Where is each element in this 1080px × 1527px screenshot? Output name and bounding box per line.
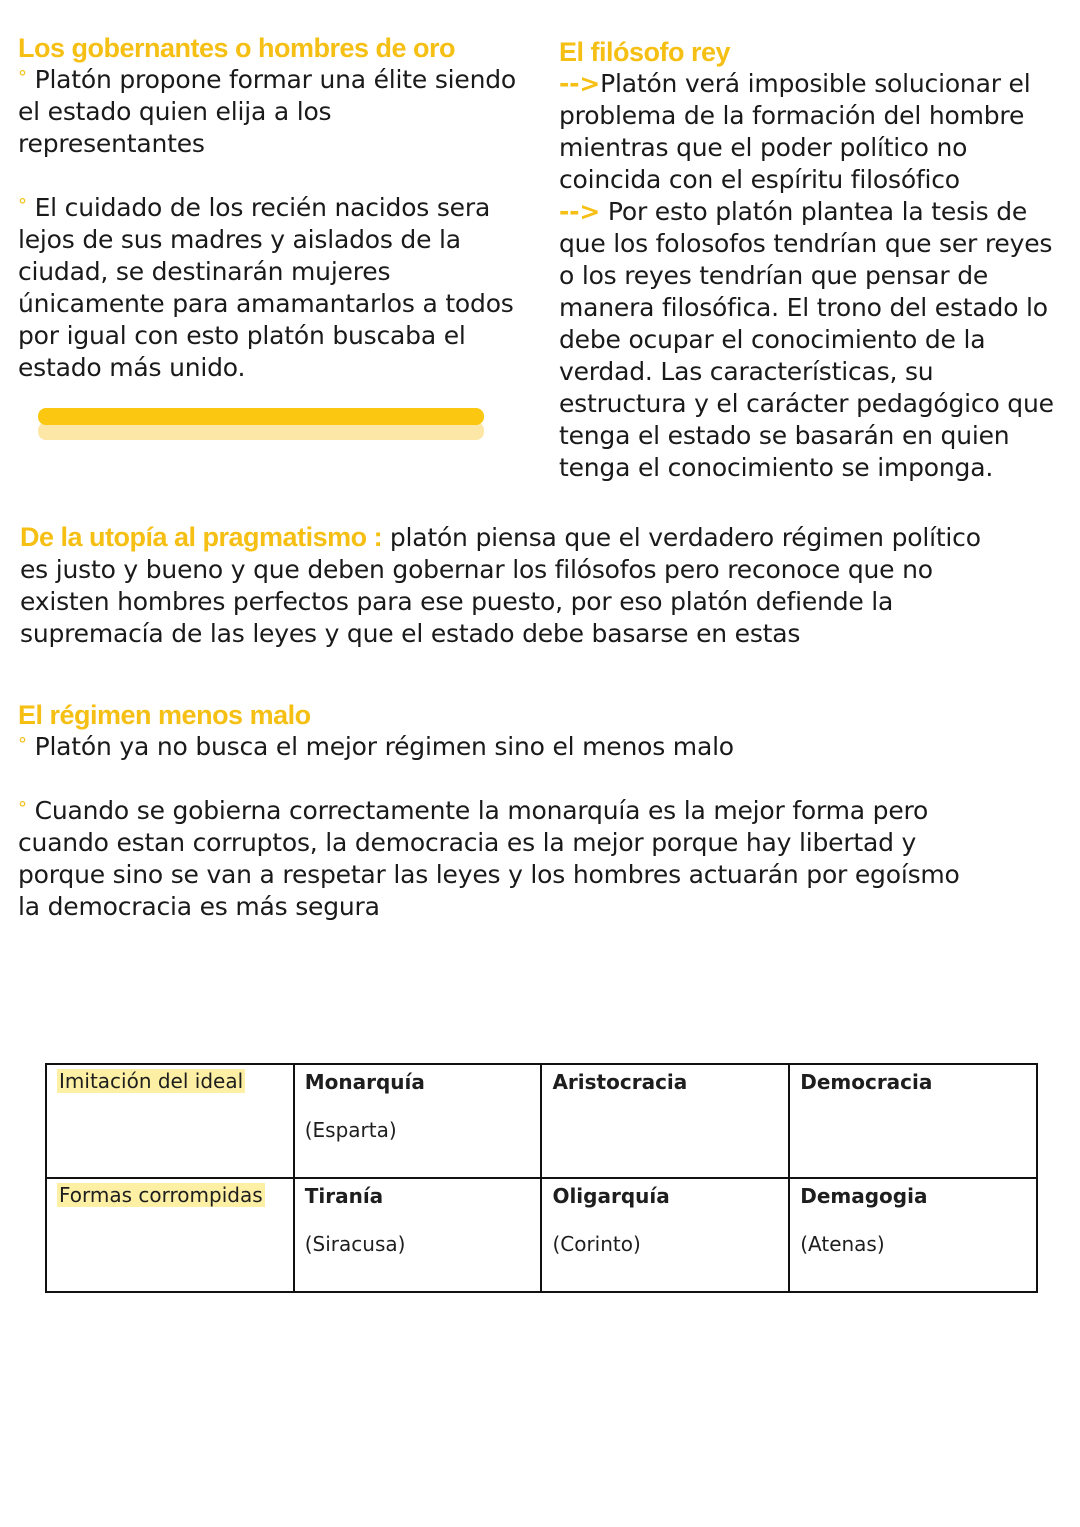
bullet-icon: ° [18, 798, 27, 819]
table-row [46, 1178, 1037, 1292]
regime-name: Democracia [800, 1070, 933, 1094]
regime-name: Monarquía [304, 1070, 425, 1094]
regime-example: (Corinto) [552, 1232, 641, 1256]
regime-example: (Atenas) [800, 1232, 885, 1256]
table-cell [789, 1064, 1037, 1178]
bullet-text: Platón ya no busca el mejor régimen sino el menos malo [34, 732, 734, 761]
regimen-section [18, 699, 1008, 923]
utopia-section [20, 521, 1010, 650]
table-row-label-cell [46, 1178, 294, 1292]
bullet-text: Cuando se gobierna correctamente la monarquía es la mejor forma pero cuando estan corruptos, la democracia es la mejor porque hay libertad y porque sino se van a respetar las leyes y los hombres actuarán por egoísmo la democracia es más segura [18, 796, 960, 921]
arrow-icon: --> [559, 197, 601, 226]
table-cell [294, 1178, 542, 1292]
utopia-text: platón piensa que el verdadero régimen político es justo y bueno y que deben gobernar los filósofos pero reconoce que no existen hombres perfectos para ese puesto, por eso platón defiende la supremacía de las leyes y que el estado debe basarse en estas [20, 523, 981, 648]
bullet-text: Platón propone formar una élite siendo el estado quien elija a los representantes [18, 65, 516, 158]
table-cell [541, 1178, 789, 1292]
section-title-gobernantes: Los gobernantes o hombres de oro [18, 33, 456, 63]
table-cell [294, 1064, 542, 1178]
utopia-paragraph [20, 521, 1010, 650]
highlighter-stroke [38, 408, 484, 425]
regime-example: (Siracusa) [304, 1232, 406, 1256]
table-row-label-cell [46, 1064, 294, 1178]
right-column [559, 36, 1064, 484]
section-title-utopia: De la utopía al pragmatismo : [20, 522, 383, 552]
bullet-icon: ° [18, 195, 27, 216]
bullet-paragraph [18, 795, 978, 923]
arrow-paragraph [559, 68, 1064, 196]
bullet-icon: ° [18, 734, 27, 755]
table-row [46, 1064, 1037, 1178]
regime-name: Tiranía [304, 1184, 384, 1208]
regime-example: (Esparta) [304, 1118, 397, 1142]
section-title-regimen: El régimen menos malo [18, 700, 311, 730]
row-label: Imitación del ideal [59, 1069, 244, 1093]
bullet-paragraph [18, 731, 1008, 763]
paragraph-text: Platón verá imposible solucionar el problema de la formación del hombre mientras que el poder político no coincida con el espíritu filosófico [559, 69, 1031, 194]
bullet-icon: ° [18, 67, 27, 88]
bullet-paragraph [18, 64, 518, 160]
forms-of-government-table [45, 1063, 1038, 1293]
row-label: Formas corrompidas [59, 1183, 263, 1207]
left-column [18, 32, 518, 384]
section-title-filosofo-rey: El filósofo rey [559, 37, 731, 67]
table-cell [541, 1064, 789, 1178]
regime-name: Oligarquía [552, 1184, 670, 1208]
regime-name: Aristocracia [552, 1070, 688, 1094]
arrow-paragraph [559, 196, 1064, 484]
bullet-paragraph [18, 192, 518, 384]
table-cell [789, 1178, 1037, 1292]
paragraph-text: Por esto platón plantea la tesis de que los folosofos tendrían que ser reyes o los reyes tendrían que pensar de manera filosófica. El trono del estado lo debe ocupar el conocimiento de la verdad. Las características, su estructura y el carácter pedagógico que tenga el estado se basarán en quien tenga el conocimiento se imponga. [559, 197, 1054, 482]
bullet-text: El cuidado de los recién nacidos sera lejos de sus madres y aislados de la ciudad, se destinarán mujeres únicamente para amamantarlos a todos por igual con esto platón buscaba el estado más unido. [18, 193, 514, 382]
arrow-icon: --> [559, 69, 601, 98]
regime-name: Demagogia [800, 1184, 928, 1208]
